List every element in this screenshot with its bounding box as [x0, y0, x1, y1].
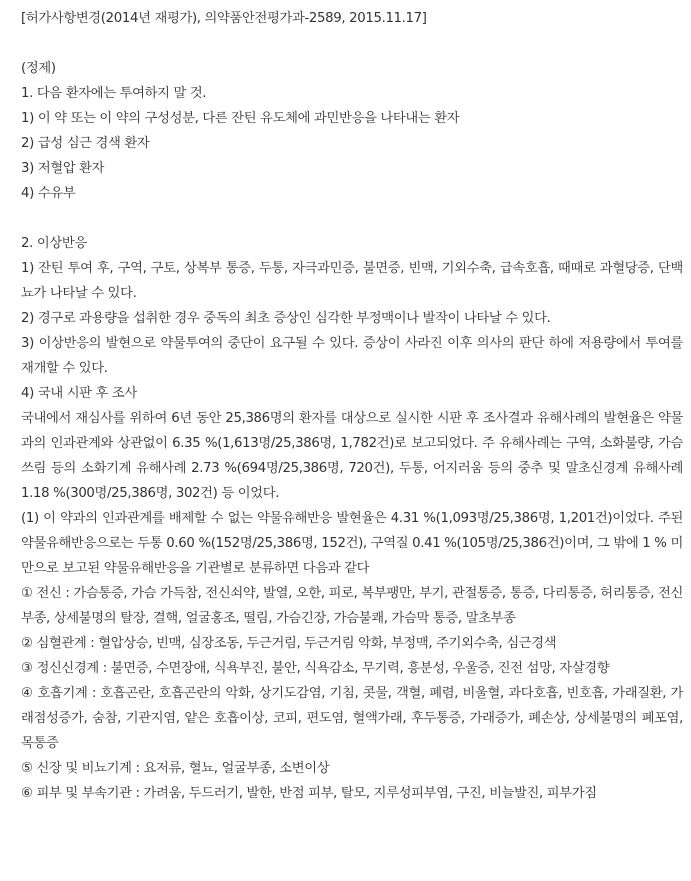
organ-class-general: ① 전신 : 가슴통증, 가슴 가득참, 전신쇠약, 발열, 오한, 피로, 복부팽만, 부기, 관절통증, 통증, 다리통증, 허리통증, 전신부종, 상세불명의 탈장, 결핵, 얼굴홍조, 떨림, 가슴긴장, 가슴불쾌, 가슴막 통증, 말초부종	[21, 586, 683, 626]
spacer	[21, 31, 683, 56]
organ-class-respiratory: ④ 호흡기계 : 호흡곤란, 호흡곤란의 악화, 상기도감염, 기침, 콧물, 객혈, 폐렴, 비울혈, 과다호흡, 빈호흡, 가래질환, 가래점성증가, 숨참, 기관지염, 얕은 호흡이상, 코피, 편도염, 혈액가래, 후두통증, 가래증가, 폐손상, 상세불명의 폐포염, 목통증	[21, 686, 683, 751]
contraindication-item: 4) 수유부	[21, 186, 76, 201]
contraindication-item: 2) 급성 심근 경색 환자	[21, 136, 150, 151]
adverse-paragraph-1: 1) 잔틴 투여 후, 구역, 구토, 상복부 통증, 두통, 자극과민증, 불면증, 빈맥, 기외수축, 급속호흡, 때때로 과혈당증, 단백뇨가 나타날 수 있다.	[21, 261, 683, 301]
adverse-reactions-title: 2. 이상반응	[21, 236, 87, 251]
contraindication-item: 1) 이 약 또는 이 약의 구성성분, 다른 잔틴 유도체에 과민반응을 나타내는 환자	[21, 111, 460, 126]
contraindications-title: 1. 다음 환자에는 투여하지 말 것.	[21, 86, 207, 101]
organ-class-renal: ⑤ 신장 및 비뇨기계 : 요저류, 혈뇨, 얼굴부종, 소변이상	[21, 761, 330, 776]
adverse-paragraph-3: 3) 이상반응의 발현으로 약물투여의 중단이 요구될 수 있다. 증상이 사라진 이후 의사의 판단 하에 저용량에서 투여를 재개할 수 있다.	[21, 336, 683, 376]
postmarketing-body: 국내에서 재심사를 위하여 6년 동안 25,386명의 환자를 대상으로 실시한 시판 후 조사결과 유해사례의 발현율은 약물과의 인과관계와 상관없이 6.35 %(1,613명/25,386명, 1,782건)로 보고되었다. 주 유해사례는 구역, 소화불량, 가슴쓰림 등의 소화기계 유해사례 2.73 %(694명/25,386명, 720건), 두통, 어지러움 등의 중추 및 말초신경계 유해사례 1.18 %(300명/25,386명, 302건) 등 이었다.	[21, 411, 683, 501]
contraindication-item: 3) 저혈압 환자	[21, 161, 105, 176]
organ-class-neuropsychiatric: ③ 정신신경계 : 불면증, 수면장애, 식욕부진, 불안, 식욕감소, 무기력, 흥분성, 우울증, 진전 섬망, 자살경향	[21, 661, 610, 676]
organ-class-cardiovascular: ② 심혈관계 : 혈압상승, 빈맥, 심장조동, 두근거림, 두근거림 악화, 부정맥, 주기외수축, 심근경색	[21, 636, 557, 651]
dosage-form-label: (정제)	[21, 61, 56, 76]
spacer	[21, 206, 683, 231]
organ-class-skin: ⑥ 피부 및 부속기관 : 가려움, 두드러기, 발한, 반점 피부, 탈모, 지루성피부염, 구진, 비늘발진, 피부가짐	[21, 786, 597, 801]
revision-header: [허가사항변경(2014년 재평가), 의약품안전평가과-2589, 2015.11.17]	[21, 11, 427, 26]
postmarketing-title: 4) 국내 시판 후 조사	[21, 386, 137, 401]
causality-paragraph: (1) 이 약과의 인과관계를 배제할 수 없는 약물유해반응 발현율은 4.31 %(1,093명/25,386명, 1,201건)이었다. 주된 약물유해반응으로는 두통 0.60 %(152명/25,386명, 152건), 구역질 0.41 %(105명/25,386건)이며, 그 밖에 1 % 미만으로 보고된 약물유해반응을 기관별로 분류하면 다음과 같다	[21, 511, 683, 576]
adverse-paragraph-2: 2) 경구로 과용량을 섭취한 경우 중독의 최초 증상인 심각한 부정맥이나 발작이 나타날 수 있다.	[21, 311, 551, 326]
